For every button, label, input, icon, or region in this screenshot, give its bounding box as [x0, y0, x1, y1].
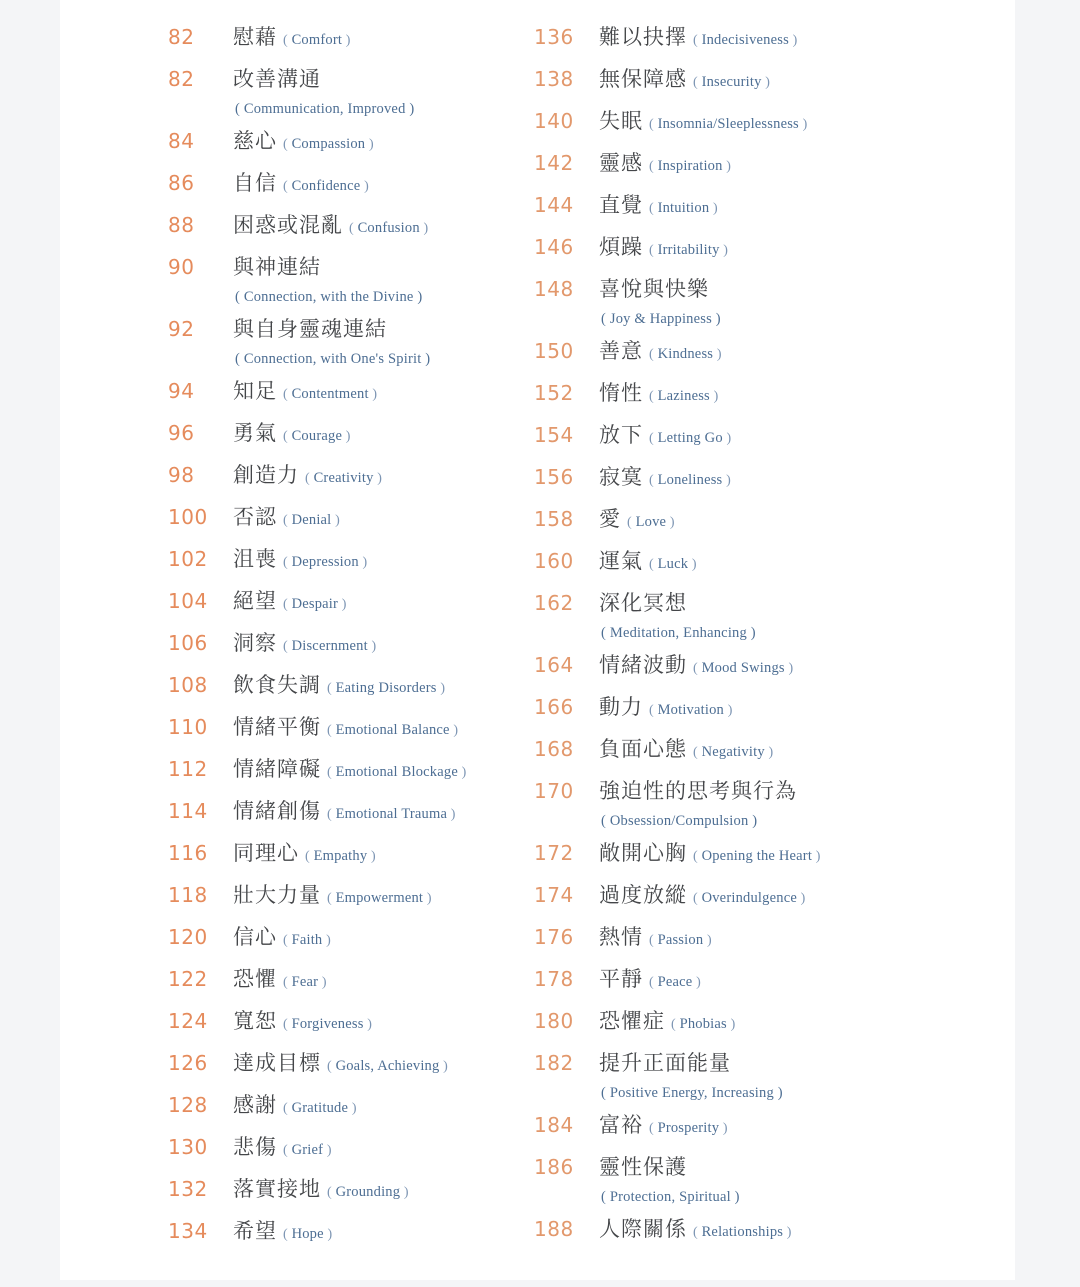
page-number: 138: [534, 67, 574, 91]
chinese-term: 知足: [233, 379, 277, 403]
english-term: Courage: [291, 428, 343, 444]
english-term: Love: [635, 514, 667, 530]
page-number: 118: [168, 883, 208, 907]
chinese-term: 達成目標: [233, 1051, 321, 1075]
chinese-term: 情緒創傷: [233, 799, 321, 823]
page-number: 146: [534, 235, 574, 259]
chinese-term: 創造力: [233, 463, 299, 487]
page-number: 148: [534, 277, 574, 301]
chinese-term: 飲食失調: [233, 673, 321, 697]
page-number: 122: [168, 967, 208, 991]
page-number: 182: [534, 1051, 574, 1075]
index-entry-emotional-balance: 110 情緒平衡 ( Emotional Balance ): [168, 715, 459, 739]
page-number: 164: [534, 653, 574, 677]
chinese-term: 靈性保護: [599, 1155, 687, 1179]
english-term: Emotional Blockage: [335, 764, 458, 780]
page-number: 156: [534, 465, 574, 489]
index-entry-laziness: 152 惰性 ( Laziness ): [534, 381, 719, 405]
index-entry-confusion: 88 困惑或混亂 ( Confusion ): [168, 213, 429, 237]
chinese-term: 情緒平衡: [233, 715, 321, 739]
index-entry-communication: 82 改善溝通 ( Communication, Improved ): [168, 67, 415, 117]
index-entry-irritability: 146 煩躁 ( Irritability ): [534, 235, 729, 259]
index-entry-eating-disorders: 108 飲食失調 ( Eating Disorders ): [168, 673, 446, 697]
english-term: Discernment: [291, 638, 368, 654]
page-number: 154: [534, 423, 574, 447]
english-term: Fear: [291, 974, 319, 990]
chinese-term: 自信: [233, 171, 277, 195]
page-number: 90: [168, 255, 195, 279]
index-entry-comfort: 82 慰藉 ( Comfort ): [168, 25, 351, 49]
chinese-term: 與神連結: [233, 255, 321, 279]
english-term: Grounding: [335, 1184, 401, 1200]
english-term: Luck: [657, 556, 689, 572]
english-term: Depression: [291, 554, 359, 570]
chinese-term: 靈感: [599, 151, 643, 175]
chinese-term: 困惑或混亂: [233, 213, 343, 237]
english-term: Opening the Heart: [701, 848, 813, 864]
chinese-term: 希望: [233, 1219, 277, 1243]
english-term: Irritability: [657, 242, 720, 258]
chinese-term: 失眠: [599, 109, 643, 133]
english-term: Obsession/Compulsion: [609, 813, 749, 829]
chinese-term: 動力: [599, 695, 643, 719]
index-entry-kindness: 150 善意 ( Kindness ): [534, 339, 722, 363]
page-number: 158: [534, 507, 574, 531]
chinese-term: 與自身靈魂連結: [233, 317, 387, 341]
page-number: 168: [534, 737, 574, 761]
chinese-term: 信心: [233, 925, 277, 949]
index-entry-gratitude: 128 感謝 ( Gratitude ): [168, 1093, 357, 1117]
index-entry-indecisiveness: 136 難以抉擇 ( Indecisiveness ): [534, 25, 798, 49]
index-entry-creativity: 98 創造力 ( Creativity ): [168, 463, 383, 487]
chinese-term: 無保障感: [599, 67, 687, 91]
english-term: Confidence: [291, 178, 361, 194]
chinese-term: 愛: [599, 507, 621, 531]
english-term: Intuition: [657, 200, 710, 216]
page-number: 150: [534, 339, 574, 363]
english-term: Overindulgence: [701, 890, 797, 906]
english-term: Relationships: [701, 1224, 784, 1240]
english-term: Compassion: [291, 136, 366, 152]
chinese-term: 改善溝通: [233, 67, 321, 91]
page-number: 108: [168, 673, 208, 697]
english-term: Joy & Happiness: [609, 311, 712, 327]
page-number: 178: [534, 967, 574, 991]
page-number: 128: [168, 1093, 208, 1117]
page-number: 188: [534, 1217, 574, 1241]
chinese-term: 絕望: [233, 589, 277, 613]
chinese-term: 勇氣: [233, 421, 277, 445]
chinese-term: 提升正面能量: [599, 1051, 731, 1075]
index-entry-hope: 134 希望 ( Hope ): [168, 1219, 333, 1243]
index-entry-grief: 130 悲傷 ( Grief ): [168, 1135, 332, 1159]
index-column-left: [168, 24, 508, 1260]
index-entry-obsession: 170 強迫性的思考與行為 ( Obsession/Compulsion ): [534, 779, 797, 829]
index-entry-inspiration: 142 靈感 ( Inspiration ): [534, 151, 732, 175]
english-term: Forgiveness: [291, 1016, 364, 1032]
page-number: 152: [534, 381, 574, 405]
page-number: 110: [168, 715, 208, 739]
chinese-term: 慰藉: [233, 25, 277, 49]
page-number: 112: [168, 757, 208, 781]
page-number: 132: [168, 1177, 208, 1201]
page-number: 174: [534, 883, 574, 907]
chinese-term: 沮喪: [233, 547, 277, 571]
chinese-term: 情緒障礙: [233, 757, 321, 781]
english-term: Grief: [291, 1142, 324, 1158]
chinese-term: 同理心: [233, 841, 299, 865]
page-number: 116: [168, 841, 208, 865]
page-number: 124: [168, 1009, 208, 1033]
page-number: 184: [534, 1113, 574, 1137]
chinese-term: 煩躁: [599, 235, 643, 259]
index-entry-phobias: 180 恐懼症 ( Phobias ): [534, 1009, 736, 1033]
english-term: Motivation: [657, 702, 725, 718]
english-term: Hope: [291, 1226, 324, 1242]
english-term: Phobias: [679, 1016, 727, 1032]
page-number: 96: [168, 421, 195, 445]
page-number: 166: [534, 695, 574, 719]
chinese-term: 放下: [599, 423, 643, 447]
chinese-term: 直覺: [599, 193, 643, 217]
chinese-term: 喜悅與快樂: [599, 277, 709, 301]
chinese-term: 平靜: [599, 967, 643, 991]
chinese-term: 落實接地: [233, 1177, 321, 1201]
english-term: Insomnia/Sleeplessness: [657, 116, 799, 132]
english-term: Meditation, Enhancing: [609, 625, 747, 641]
english-term: Emotional Balance: [335, 722, 450, 738]
chinese-term: 熱情: [599, 925, 643, 949]
page-number: 82: [168, 67, 195, 91]
index-entry-positive-energy: 182 提升正面能量 ( Positive Energy, Increasing ): [534, 1051, 783, 1101]
page-number: 104: [168, 589, 208, 613]
english-term: Inspiration: [657, 158, 723, 174]
chinese-term: 寂寞: [599, 465, 643, 489]
english-term: Peace: [657, 974, 693, 990]
english-term: Emotional Trauma: [335, 806, 448, 822]
chinese-term: 情緒波動: [599, 653, 687, 677]
english-term: Faith: [291, 932, 323, 948]
english-term: Protection, Spiritual: [609, 1189, 731, 1205]
chinese-term: 否認: [233, 505, 277, 529]
english-term: Mood Swings: [701, 660, 785, 676]
chinese-term: 負面心態: [599, 737, 687, 761]
index-entry-connection-spirit: 92 與自身靈魂連結 ( Connection, with One's Spirit ): [168, 317, 431, 367]
page-number: 170: [534, 779, 574, 803]
index-column-right: [534, 24, 884, 1258]
index-entry-faith: 120 信心 ( Faith ): [168, 925, 331, 949]
page-number: 180: [534, 1009, 574, 1033]
index-entry-compassion: 84 慈心 ( Compassion ): [168, 129, 374, 153]
index-entry-peace: 178 平靜 ( Peace ): [534, 967, 701, 991]
english-term: Connection, with One's Spirit: [243, 351, 422, 367]
index-entry-meditation: 162 深化冥想 ( Meditation, Enhancing ): [534, 591, 756, 641]
chinese-term: 恐懼症: [599, 1009, 665, 1033]
index-entry-prosperity: 184 富裕 ( Prosperity ): [534, 1113, 728, 1137]
index-entry-letting-go: 154 放下 ( Letting Go ): [534, 423, 732, 447]
index-entry-contentment: 94 知足 ( Contentment ): [168, 379, 378, 403]
english-term: Communication, Improved: [243, 101, 406, 117]
chinese-term: 恐懼: [233, 967, 277, 991]
chinese-term: 人際關係: [599, 1217, 687, 1241]
english-term: Letting Go: [657, 430, 723, 446]
english-term: Despair: [291, 596, 339, 612]
index-entry-insomnia: 140 失眠 ( Insomnia/Sleeplessness ): [534, 109, 808, 133]
index-entry-luck: 160 運氣 ( Luck ): [534, 549, 697, 573]
index-entry-intuition: 144 直覺 ( Intuition ): [534, 193, 718, 217]
index-entry-forgiveness: 124 寬恕 ( Forgiveness ): [168, 1009, 373, 1033]
index-entry-passion: 176 熱情 ( Passion ): [534, 925, 712, 949]
page-number: 94: [168, 379, 195, 403]
index-entry-fear: 122 恐懼 ( Fear ): [168, 967, 327, 991]
index-entry-emotional-blockage: 112 情緒障礙 ( Emotional Blockage ): [168, 757, 467, 781]
english-term: Comfort: [291, 32, 343, 48]
chinese-term: 洞察: [233, 631, 277, 655]
english-term: Contentment: [291, 386, 369, 402]
page-number: 136: [534, 25, 574, 49]
page-number: 86: [168, 171, 195, 195]
english-term: Laziness: [657, 388, 710, 404]
index-entry-relationships: 188 人際關係 ( Relationships ): [534, 1217, 792, 1241]
english-term: Eating Disorders: [335, 680, 437, 696]
index-entry-mood-swings: 164 情緒波動 ( Mood Swings ): [534, 653, 794, 677]
chinese-term: 惰性: [599, 381, 643, 405]
page-number: 142: [534, 151, 574, 175]
index-entry-insecurity: 138 無保障感 ( Insecurity ): [534, 67, 771, 91]
index-entry-goals: 126 達成目標 ( Goals, Achieving ): [168, 1051, 449, 1075]
chinese-term: 過度放縱: [599, 883, 687, 907]
page-number: 106: [168, 631, 208, 655]
index-entry-loneliness: 156 寂寞 ( Loneliness ): [534, 465, 731, 489]
page-number: 126: [168, 1051, 208, 1075]
page-number: 98: [168, 463, 195, 487]
page-number: 92: [168, 317, 195, 341]
page-number: 100: [168, 505, 208, 529]
index-entry-empowerment: 118 壯大力量 ( Empowerment ): [168, 883, 432, 907]
index-entry-discernment: 106 洞察 ( Discernment ): [168, 631, 377, 655]
page-number: 102: [168, 547, 208, 571]
page-number: 160: [534, 549, 574, 573]
index-entry-despair: 104 絕望 ( Despair ): [168, 589, 347, 613]
chinese-term: 壯大力量: [233, 883, 321, 907]
index-entry-confidence: 86 自信 ( Confidence ): [168, 171, 369, 195]
index-entry-protection: 186 靈性保護 ( Protection, Spiritual ): [534, 1155, 740, 1205]
index-entry-denial: 100 否認 ( Denial ): [168, 505, 340, 529]
english-term: Denial: [291, 512, 332, 528]
english-term: Insecurity: [701, 74, 762, 90]
page-number: 134: [168, 1219, 208, 1243]
page-number: 120: [168, 925, 208, 949]
page-number: 176: [534, 925, 574, 949]
page-number: 172: [534, 841, 574, 865]
chinese-term: 悲傷: [233, 1135, 277, 1159]
chinese-term: 難以抉擇: [599, 25, 687, 49]
index-entry-motivation: 166 動力 ( Motivation ): [534, 695, 733, 719]
english-term: Negativity: [701, 744, 765, 760]
page-number: 140: [534, 109, 574, 133]
index-entry-depression: 102 沮喪 ( Depression ): [168, 547, 368, 571]
chinese-term: 強迫性的思考與行為: [599, 779, 797, 803]
index-entry-empathy: 116 同理心 ( Empathy ): [168, 841, 376, 865]
page-number: 186: [534, 1155, 574, 1179]
page-number: 162: [534, 591, 574, 615]
english-term: Prosperity: [657, 1120, 720, 1136]
index-entry-connection-divine: 90 與神連結 ( Connection, with the Divine ): [168, 255, 423, 305]
english-term: Connection, with the Divine: [243, 289, 414, 305]
english-term: Positive Energy, Increasing: [609, 1085, 774, 1101]
chinese-term: 運氣: [599, 549, 643, 573]
chinese-term: 富裕: [599, 1113, 643, 1137]
english-term: Goals, Achieving: [335, 1058, 440, 1074]
page-number: 88: [168, 213, 195, 237]
index-page: [60, 0, 1015, 1280]
index-entry-negativity: 168 負面心態 ( Negativity ): [534, 737, 774, 761]
chinese-term: 寬恕: [233, 1009, 277, 1033]
index-entry-grounding: 132 落實接地 ( Grounding ): [168, 1177, 409, 1201]
english-term: Empathy: [313, 848, 368, 864]
english-term: Passion: [657, 932, 704, 948]
chinese-term: 深化冥想: [599, 591, 687, 615]
english-term: Kindness: [657, 346, 714, 362]
index-entry-opening-heart: 172 敞開心胸 ( Opening the Heart ): [534, 841, 821, 865]
page-number: 84: [168, 129, 195, 153]
chinese-term: 慈心: [233, 129, 277, 153]
index-entry-overindulgence: 174 過度放縱 ( Overindulgence ): [534, 883, 806, 907]
english-term: Indecisiveness: [701, 32, 789, 48]
index-entry-joy: 148 喜悅與快樂 ( Joy & Happiness ): [534, 277, 721, 327]
page-number: 130: [168, 1135, 208, 1159]
english-term: Gratitude: [291, 1100, 349, 1116]
chinese-term: 感謝: [233, 1093, 277, 1117]
english-term: Creativity: [313, 470, 374, 486]
index-entry-courage: 96 勇氣 ( Courage ): [168, 421, 351, 445]
page-number: 82: [168, 25, 195, 49]
english-term: Empowerment: [335, 890, 424, 906]
page-number: 114: [168, 799, 208, 823]
english-term: Loneliness: [657, 472, 723, 488]
chinese-term: 善意: [599, 339, 643, 363]
page-number: 144: [534, 193, 574, 217]
index-entry-love: 158 愛 ( Love ): [534, 507, 675, 531]
chinese-term: 敞開心胸: [599, 841, 687, 865]
index-entry-emotional-trauma: 114 情緒創傷 ( Emotional Trauma ): [168, 799, 456, 823]
english-term: Confusion: [357, 220, 420, 236]
